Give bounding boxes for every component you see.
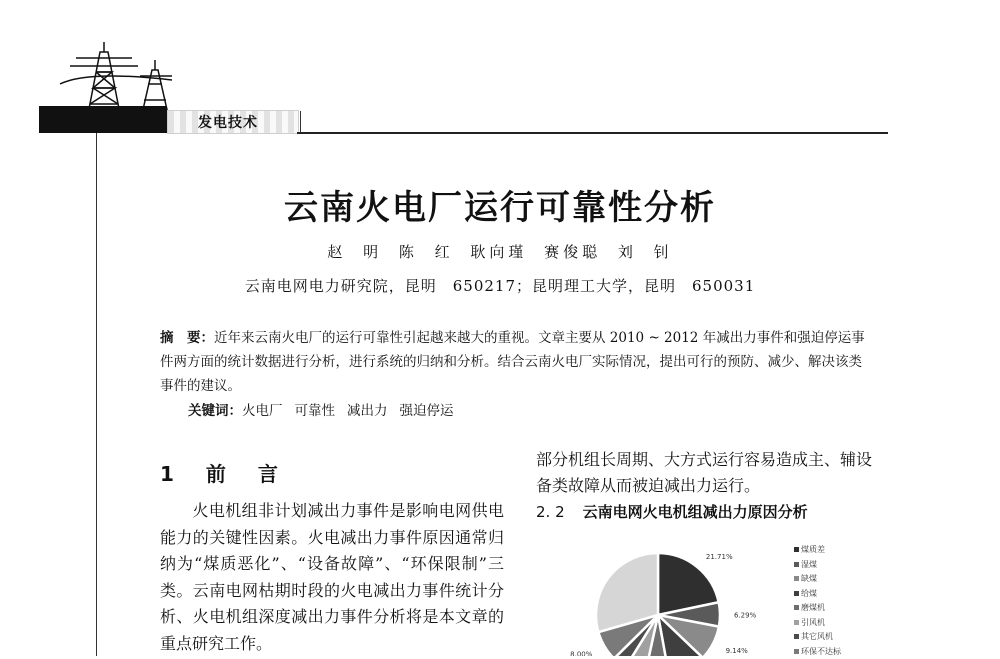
keywords	[188, 399, 466, 419]
legend-item	[794, 630, 841, 645]
pie-data-label: 8.00%	[570, 650, 593, 656]
legend-label: 引风机	[801, 618, 825, 627]
subsection-title: 云南电网火电机组减出力原因分析	[583, 503, 808, 521]
header-rule	[297, 132, 888, 134]
column2-continuation: 部分机组长周期、大方式运行容易造成主、辅设备类故障从而被迫减出力运行。	[536, 447, 886, 499]
legend-swatch	[794, 547, 799, 552]
legend-label: 给煤	[801, 589, 817, 598]
legend-item	[794, 572, 841, 587]
keyword: 火电厂	[242, 403, 283, 419]
power-tower-logo	[60, 40, 172, 114]
legend-label: 环保不达标	[801, 647, 841, 656]
subsection-number: 2. 2	[536, 503, 565, 521]
legend-swatch	[794, 620, 799, 625]
pie-data-label: 21.71%	[706, 553, 733, 561]
keywords-label: 关键词：	[188, 403, 242, 419]
paper-title: 云南火电厂运行可靠性分析	[0, 180, 1000, 229]
section-heading: 1 前 言	[160, 458, 284, 487]
legend-swatch	[794, 576, 799, 581]
section-text: 火电机组非计划减出力事件是影响电网供电能力的关键性因素。火电减出力事件原因通常归纳为“煤质恶化”、“设备故障”、“环保限制”三类。云南电网枯期时段的火电减出力事件统计分析、火电机组深度减出力事件分析将是本文章的重点研究工作。	[160, 501, 504, 653]
legend-swatch	[794, 562, 799, 567]
legend-item	[794, 616, 841, 631]
section-body	[160, 498, 504, 657]
abstract	[160, 326, 872, 398]
abstract-text: 近年来云南火电厂的运行可靠性引起越来越大的重视。文章主要从 2010 ~ 2012 年减出力事件和强迫停运事件两方面的统计数据进行分析，进行系统的归纳和分析。结合云南火电厂实际情况，提出可行的预防、减少、解决该类事件的建议。	[160, 330, 865, 394]
legend-item	[794, 601, 841, 616]
legend-label: 湿煤	[801, 560, 817, 569]
legend-label: 磨煤机	[801, 603, 825, 612]
legend-item	[794, 645, 841, 659]
legend-label: 缺煤	[801, 574, 817, 583]
header-bar	[39, 106, 167, 133]
legend-label: 其它风机	[801, 632, 833, 641]
paper-affiliation: 云南电网电力研究院，昆明 650217；昆明理工大学，昆明 650031	[0, 275, 1000, 296]
abstract-label: 摘 要：	[160, 330, 214, 346]
keyword: 减出力	[347, 403, 388, 419]
paper-authors: 赵 明 陈 红 耿向瑾 赛俊聪 刘 钊	[0, 241, 1000, 262]
keyword: 强迫停运	[400, 403, 454, 419]
legend-swatch	[794, 591, 799, 596]
legend-swatch	[794, 605, 799, 610]
section-category-label: 发电技术	[198, 112, 258, 132]
pie-data-label: 6.29%	[734, 611, 757, 619]
legend-item	[794, 587, 841, 602]
legend-item	[794, 543, 841, 558]
legend-swatch	[794, 649, 799, 654]
legend-label: 煤质差	[801, 545, 825, 554]
legend-item	[794, 558, 841, 573]
header-divider	[300, 111, 301, 133]
pie-data-label: 9.14%	[726, 647, 749, 655]
chart-legend	[794, 543, 841, 659]
subsection-heading	[536, 501, 808, 522]
legend-swatch	[794, 634, 799, 639]
keyword: 可靠性	[295, 403, 336, 419]
